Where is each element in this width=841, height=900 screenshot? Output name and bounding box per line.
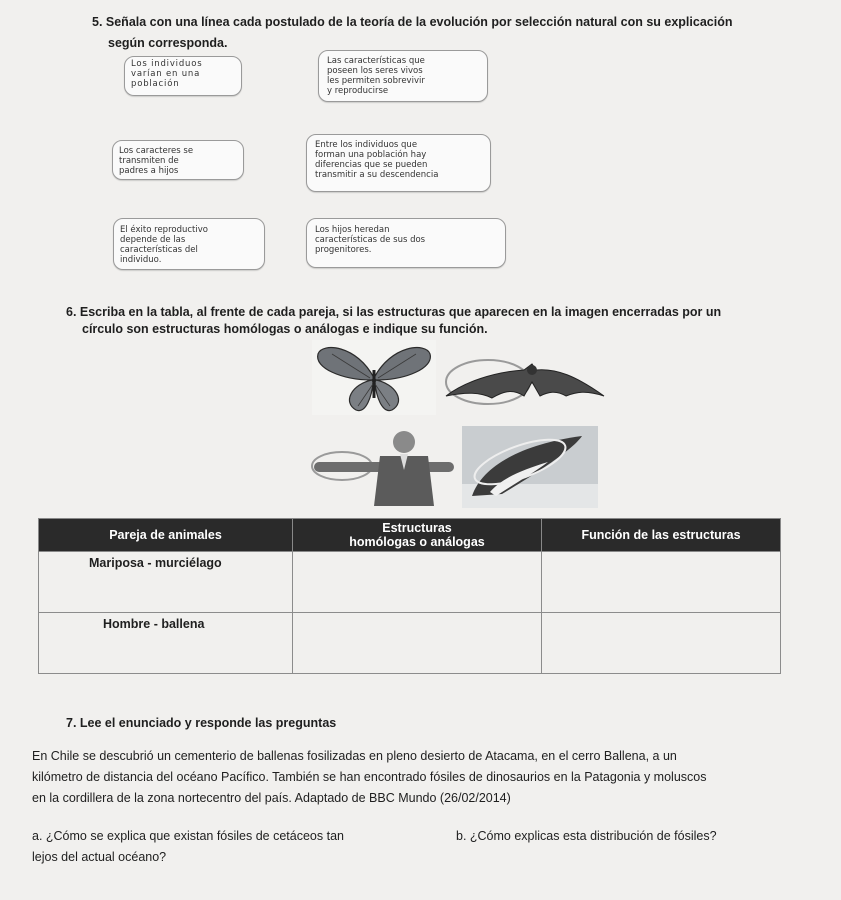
q7-title: 7. Lee el enunciado y responde las preguntas <box>66 716 337 730</box>
question-b: b. ¿Cómo explicas esta distribución de fósiles? <box>456 829 717 843</box>
q5-line1: 5. Señala con una línea cada postulado de la teoría de la evolución por selección natural con su explicación <box>92 15 733 29</box>
homology-table <box>38 518 781 674</box>
q7-paragraph <box>32 746 832 809</box>
explanation-card-2[interactable] <box>306 134 491 192</box>
q5-statement <box>92 15 832 51</box>
explanation-card-1[interactable] <box>318 50 488 102</box>
man-arms-out-image <box>308 426 460 506</box>
header-structures: Estructuras homólogas o análogas <box>293 519 542 552</box>
question-a <box>32 826 412 868</box>
postulate-text-1: Los individuos varían en una población <box>131 59 203 89</box>
postulate-card-2[interactable] <box>112 140 244 180</box>
bat-image <box>436 352 616 412</box>
header-function: Función de las estructuras <box>542 519 781 552</box>
animal-pair-cell: Mariposa - murciélago <box>39 552 293 613</box>
q6-line2: círculo son estructuras homólogas o análogas e indique su función. <box>82 322 488 336</box>
function-answer-cell[interactable] <box>542 552 781 613</box>
q6-line1: 6. Escriba en la tabla, al frente de cada pareja, si las estructuras que aparecen en la imagen encerradas por un <box>66 305 722 319</box>
question-a-line2: lejos del actual océano? <box>32 850 167 864</box>
structure-answer-cell[interactable] <box>293 613 542 674</box>
postulate-text-3: El éxito reproductivo depende de las características del individuo. <box>120 225 208 265</box>
function-answer-cell[interactable] <box>542 613 781 674</box>
table-row <box>39 552 781 613</box>
explanation-card-3[interactable] <box>306 218 506 268</box>
whale-image <box>462 426 598 508</box>
paragraph-line-2: kilómetro de distancia del océano Pacífico. También se han encontrado fósiles de dinosaurios en la Patagonia y moluscos <box>32 770 707 784</box>
header-animal-pair: Pareja de animales <box>39 519 293 552</box>
butterfly-image <box>312 340 436 415</box>
q6-statement <box>66 305 826 337</box>
explanation-text-1: Las características que poseen los seres vivos les permiten sobrevivir y reproducirse <box>327 56 425 96</box>
postulate-card-1[interactable] <box>124 56 242 96</box>
animal-pair-cell: Hombre - ballena <box>39 613 293 674</box>
postulate-text-2: Los caracteres se transmiten de padres a hijos <box>119 146 194 176</box>
q5-line2: según corresponda. <box>108 36 228 50</box>
explanation-text-2: Entre los individuos que forman una población hay diferencias que se pueden transmitir a su descendencia <box>315 140 439 180</box>
paragraph-line-3: en la cordillera de la zona nortecentro del país. Adaptado de BBC Mundo (26/02/2014) <box>32 791 511 805</box>
structure-answer-cell[interactable] <box>293 552 542 613</box>
question-a-line1: a. ¿Cómo se explica que existan fósiles de cetáceos tan <box>32 829 344 843</box>
paragraph-line-1: En Chile se descubrió un cementerio de ballenas fosilizadas en pleno desierto de Atacama, en el cerro Ballena, a un <box>32 749 677 763</box>
postulate-card-3[interactable] <box>113 218 265 270</box>
explanation-text-3: Los hijos heredan características de sus dos progenitores. <box>315 225 426 255</box>
table-row <box>39 613 781 674</box>
